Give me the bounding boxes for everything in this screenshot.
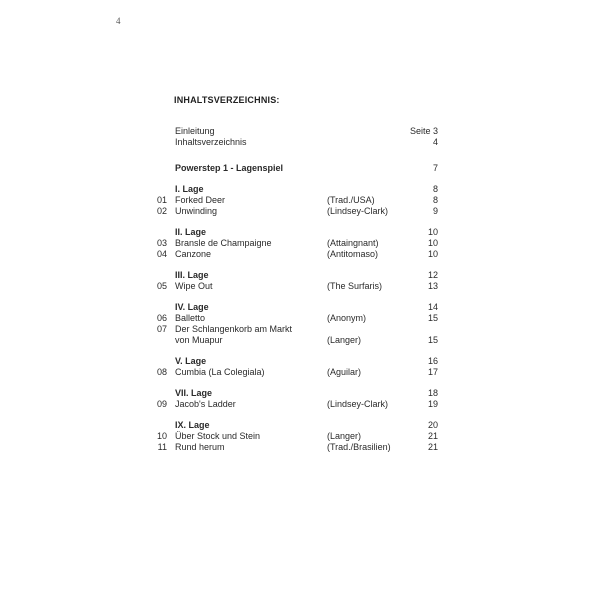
toc-entry-row <box>0 324 600 335</box>
entry-title: Bransle de Champaigne <box>175 238 272 248</box>
toc-section-row <box>0 227 600 238</box>
toc-section-row <box>0 184 600 195</box>
entry-title: Rund herum <box>175 442 225 452</box>
toc-entry-row <box>0 238 600 249</box>
toc-entry-row <box>0 195 600 206</box>
entry-page: 4 <box>432 137 438 147</box>
entry-composer: (Anonym) <box>327 313 367 323</box>
toc-entry-row <box>0 399 600 410</box>
entry-number: 02 <box>156 206 167 216</box>
entry-page: 18 <box>427 388 438 398</box>
section-title: I. Lage <box>175 184 204 194</box>
entry-composer: (Langer) <box>327 431 362 441</box>
entry-page: 8 <box>432 195 438 205</box>
entry-page: 20 <box>427 420 438 430</box>
section-title: II. Lage <box>175 227 207 237</box>
entry-number: 09 <box>156 399 167 409</box>
entry-page: 16 <box>427 356 438 366</box>
toc-entry-row <box>0 367 600 378</box>
toc-entry-row <box>0 281 600 292</box>
entry-number: 11 <box>157 442 167 452</box>
entry-composer: (The Surfaris) <box>327 281 383 291</box>
entry-number: 08 <box>156 367 167 377</box>
entry-title: Unwinding <box>175 206 218 216</box>
entry-page: 10 <box>427 227 438 237</box>
entry-page: 12 <box>427 270 438 280</box>
entry-composer: (Attaingnant) <box>327 238 379 248</box>
entry-composer: (Aguilar) <box>327 367 362 377</box>
toc-entry-row <box>0 206 600 217</box>
entry-title: Forked Deer <box>175 195 226 205</box>
toc-entry-row <box>0 137 600 148</box>
entry-number: 10 <box>156 431 167 441</box>
entry-number: 01 <box>156 195 167 205</box>
entry-page: 21 <box>427 442 438 452</box>
entry-number: 07 <box>156 324 167 334</box>
entry-title: Wipe Out <box>175 281 213 291</box>
toc-section-row <box>0 356 600 367</box>
entry-page: 17 <box>427 367 438 377</box>
section-title: Powerstep 1 - Lagenspiel <box>175 163 284 173</box>
toc-section-row <box>0 420 600 431</box>
toc-section-row <box>0 302 600 313</box>
entry-page: 21 <box>427 431 438 441</box>
entry-title: Cumbia (La Colegiala) <box>175 367 265 377</box>
entry-title: Einleitung <box>175 126 215 136</box>
entry-page: 8 <box>432 184 438 194</box>
entry-page: 15 <box>427 335 438 345</box>
entry-composer: (Antitomaso) <box>327 249 379 259</box>
toc-entry-row <box>0 442 600 453</box>
entry-page: 14 <box>427 302 438 312</box>
page-number: 4 <box>116 16 121 26</box>
toc-entry-row <box>0 431 600 442</box>
toc-entry-row <box>0 335 600 346</box>
toc-entry-row <box>0 126 600 137</box>
entry-title: Balletto <box>175 313 206 323</box>
entry-number: 05 <box>156 281 167 291</box>
toc-section-row <box>0 388 600 399</box>
entry-composer: (Langer) <box>327 335 362 345</box>
entry-page: 10 <box>427 238 438 248</box>
entry-title: von Muapur <box>175 335 223 345</box>
entry-number: 06 <box>156 313 167 323</box>
entry-page: Seite 3 <box>409 126 438 136</box>
entry-page: 13 <box>427 281 438 291</box>
section-title: IX. Lage <box>175 420 210 430</box>
entry-title: Jacob's Ladder <box>175 399 236 409</box>
toc-entry-row <box>0 313 600 324</box>
entry-number: 03 <box>156 238 167 248</box>
entry-page: 19 <box>427 399 438 409</box>
entry-composer: (Trad./USA) <box>327 195 375 205</box>
entry-title: Über Stock und Stein <box>175 431 261 441</box>
entry-page: 9 <box>432 206 438 216</box>
entry-composer: (Lindsey-Clark) <box>327 399 389 409</box>
entry-page: 10 <box>427 249 438 259</box>
entry-title: Inhaltsverzeichnis <box>175 137 247 147</box>
section-title: V. Lage <box>175 356 207 366</box>
entry-composer: (Trad./Brasilien) <box>327 442 391 452</box>
section-title: VII. Lage <box>175 388 213 398</box>
toc-section-row <box>0 163 600 174</box>
entry-page: 7 <box>432 163 438 173</box>
entry-composer: (Lindsey-Clark) <box>327 206 389 216</box>
section-title: IV. Lage <box>175 302 209 312</box>
entry-title: Der Schlangenkorb am Markt <box>175 324 293 334</box>
section-title: III. Lage <box>175 270 209 280</box>
toc-entry-row <box>0 249 600 260</box>
entry-page: 15 <box>427 313 438 323</box>
entry-number: 04 <box>156 249 167 259</box>
toc-section-row <box>0 270 600 281</box>
entry-title: Canzone <box>175 249 212 259</box>
toc-heading: INHALTSVERZEICHNIS: <box>174 95 280 105</box>
